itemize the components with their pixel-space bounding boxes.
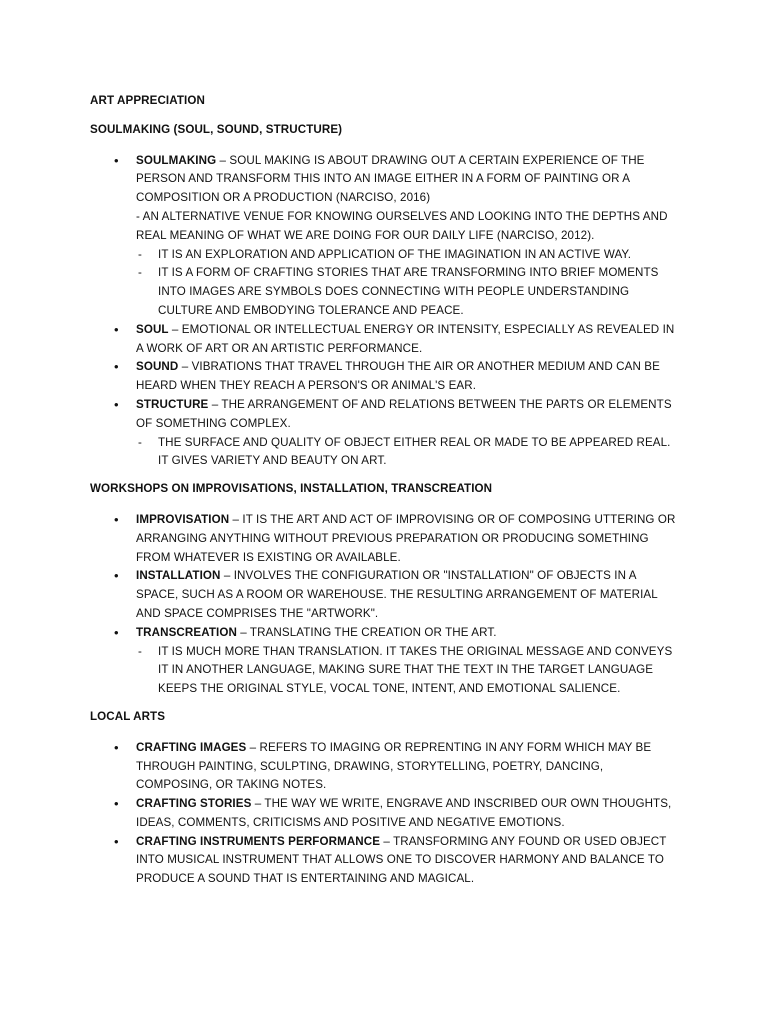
- document-page: [90, 92, 680, 889]
- definition-text: – TRANSFORMING ANY FOUND OR USED OBJECT INTO MUSICAL INSTRUMENT THAT ALLOWS ONE TO DISCOVER HARMONY AND BALANCE TO PRODUCE A SOUND THAT IS ENTERTAINING AND MAGICAL.: [136, 834, 667, 886]
- definition-text: – TRANSLATING THE CREATION OR THE ART.: [236, 625, 497, 639]
- term-label: CRAFTING IMAGES: [136, 740, 247, 754]
- list-item: [90, 739, 680, 795]
- list-item: [90, 511, 680, 567]
- sub-list: [136, 246, 680, 321]
- term-label: CRAFTING INSTRUMENTS PERFORMANCE: [136, 834, 381, 848]
- sub-list-item: - THE SURFACE AND QUALITY OF OBJECT EITHER REAL OR MADE TO BE APPEARED REAL. IT GIVES VARIETY AND BEAUTY ON ART.: [136, 434, 680, 472]
- local-arts-list: [90, 739, 680, 889]
- term-label: SOUND: [136, 360, 179, 374]
- term-label: SOUL: [136, 322, 169, 336]
- definition-text: – IT IS THE ART AND ACT OF IMPROVISING OR OF COMPOSING UTTERING OR ARRANGING ANYTHING WITHOUT PREVIOUS PREPARATION OR PRODUCING SOMETHING FROM WHATEVER IS EXISTING OR AVAILABLE.: [136, 512, 676, 564]
- term-label: CRAFTING STORIES: [136, 797, 252, 811]
- soulmaking-list: [90, 152, 680, 472]
- definition-text: – EMOTIONAL OR INTELLECTUAL ENERGY OR INTENSITY, ESPECIALLY AS REVEALED IN A WORK OF ART OR AN ARTISTIC PERFORMANCE.: [136, 322, 675, 355]
- term-label: STRUCTURE: [136, 397, 209, 411]
- section-heading-workshops: WORKSHOPS ON IMPROVISATIONS, INSTALLATION, TRANSCREATION: [90, 482, 493, 496]
- section-heading-local-arts: LOCAL ARTS: [90, 709, 166, 723]
- list-item: [90, 396, 680, 471]
- term-label: TRANSCREATION: [136, 625, 237, 639]
- definition-text: – REFERS TO IMAGING OR REPRENTING IN ANY FORM WHICH MAY BE THROUGH PAINTING, SCULPTING, DRAWING, STORYTELLING, POETRY, DANCING, COMPOSING, OR TAKING NOTES.: [136, 740, 652, 792]
- sub-list-item: - IT IS AN EXPLORATION AND APPLICATION OF THE IMAGINATION IN AN ACTIVE WAY.: [136, 246, 680, 265]
- term-label: SOULMAKING: [136, 153, 217, 167]
- list-item: [90, 833, 680, 889]
- list-item: [90, 358, 680, 396]
- list-item: [90, 152, 680, 321]
- list-item: [90, 321, 680, 359]
- definition-text: – INVOLVES THE CONFIGURATION OR "INSTALLATION" OF OBJECTS IN A SPACE, SUCH AS A ROOM OR WAREHOUSE. THE RESULTING ARRANGEMENT OF MATERIAL AND SPACE COMPRISES THE "ARTWORK".: [136, 569, 658, 620]
- sub-list: [136, 643, 680, 699]
- document-title: ART APPRECIATION: [90, 94, 205, 107]
- term-label: INSTALLATION: [136, 569, 221, 583]
- definition-text: – VIBRATIONS THAT TRAVEL THROUGH THE AIR OR ANOTHER MEDIUM AND CAN BE HEARD WHEN THEY REACH A PERSON'S OR ANIMAL'S EAR.: [136, 360, 660, 393]
- section-heading-soulmaking: SOULMAKING (SOUL, SOUND, STRUCTURE): [90, 122, 343, 136]
- workshops-list: [90, 511, 680, 699]
- definition-text: – SOUL MAKING IS ABOUT DRAWING OUT A CERTAIN EXPERIENCE OF THE PERSON AND TRANSFORM THIS INTO AN IMAGE EITHER IN A FORM OF PAINTING OR A COMPOSITION OR A PRODUCTION (NARCISO, 2016): [136, 153, 645, 205]
- sub-list: [136, 434, 680, 472]
- list-item: [90, 567, 680, 623]
- list-item: [90, 624, 680, 699]
- definition-extra: - AN ALTERNATIVE VENUE FOR KNOWING OURSELVES AND LOOKING INTO THE DEPTHS AND REAL MEANING OF WHAT WE ARE DOING FOR OUR DAILY LIFE (NARCISO, 2012).: [136, 209, 668, 242]
- sub-list-item: - IT IS A FORM OF CRAFTING STORIES THAT ARE TRANSFORMING INTO BRIEF MOMENTS INTO IMAGES ARE SYMBOLS DOES CONNECTING WITH PEOPLE UNDERSTANDING CULTURE AND EMBODYING TOLERANCE AND PEACE.: [136, 264, 680, 320]
- definition-text: – THE ARRANGEMENT OF AND RELATIONS BETWEEN THE PARTS OR ELEMENTS OF SOMETHING COMPLEX.: [136, 397, 672, 430]
- definition-text: – THE WAY WE WRITE, ENGRAVE AND INSCRIBED OUR OWN THOUGHTS, IDEAS, COMMENTS, CRITICISMS AND POSITIVE AND NEGATIVE EMOTIONS.: [136, 797, 672, 829]
- term-label: IMPROVISATION: [136, 512, 230, 526]
- sub-list-item: - IT IS MUCH MORE THAN TRANSLATION. IT TAKES THE ORIGINAL MESSAGE AND CONVEYS IT IN ANOTHER LANGUAGE, MAKING SURE THAT THE TEXT IN THE TARGET LANGUAGE KEEPS THE ORIGINAL STYLE, VOCAL TONE, INTENT, AND EMOTIONAL SALIENCE.: [136, 643, 680, 699]
- list-item: [90, 795, 680, 833]
